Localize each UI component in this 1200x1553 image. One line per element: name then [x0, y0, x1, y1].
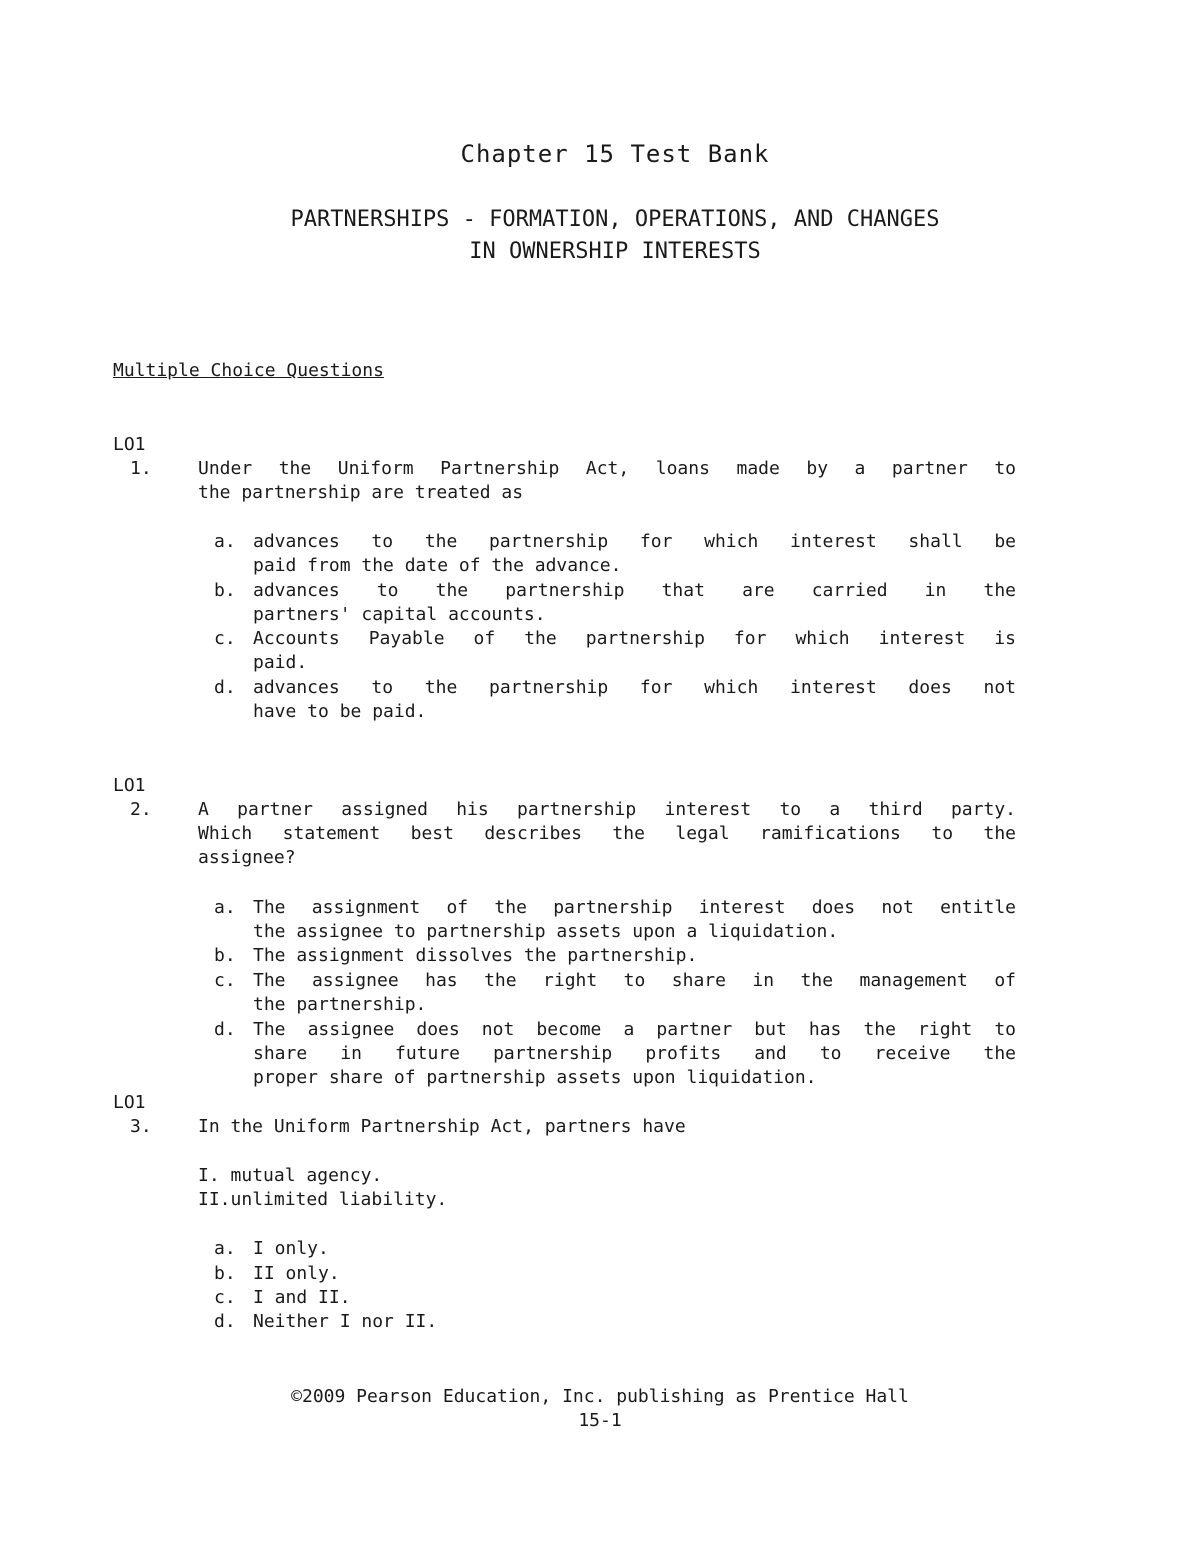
q3-option-a-letter: a.: [214, 1238, 236, 1259]
q2-option-c-line-2: the partnership.: [253, 994, 427, 1015]
q3-roman-item-1: [198, 1164, 382, 1188]
q3-learning-objective: LO1: [113, 1092, 146, 1113]
q1-option-a-line-1: advances to the partnership for which interest shall be: [253, 531, 1016, 552]
q1-option-a-letter: a.: [214, 531, 236, 552]
section-heading: Multiple Choice Questions: [113, 360, 384, 381]
q1-option-c-letter: c.: [214, 628, 236, 649]
q3-option-c-line-1: I and II.: [253, 1287, 351, 1308]
q3-option-b-line-1: II only.: [253, 1263, 340, 1284]
subtitle-line-2: IN OWNERSHIP INTERESTS: [469, 239, 761, 264]
q1-option-d-line-1: advances to the partnership for which interest does not: [253, 677, 1016, 698]
q2-option-b-letter: b.: [214, 945, 236, 966]
q2-number: 2.: [130, 799, 152, 820]
q3-stem-line-1: In the Uniform Partnership Act, partners have: [198, 1116, 686, 1137]
q3-option-d-line-1: Neither I nor II.: [253, 1311, 438, 1332]
q1-option-d-line-2: have to be paid.: [253, 701, 427, 722]
q2-stem-line-2: Which statement best describes the legal ramifications to the: [198, 823, 1016, 844]
q1-option-c-line-2: paid.: [253, 652, 308, 673]
q2-option-c-line-1: The assignee has the right to share in the management of: [253, 970, 1016, 991]
q3-option-c-letter: c.: [214, 1287, 236, 1308]
q2-option-d-line-3: proper share of partnership assets upon liquidation.: [253, 1067, 817, 1088]
q2-option-a-line-1: The assignment of the partnership interest does not entitle: [253, 897, 1016, 918]
q2-option-a-line-2: the assignee to partnership assets upon a liquidation.: [253, 921, 839, 942]
q3-roman-numeral-1: I.: [198, 1165, 220, 1186]
footer-page-number: 15-1: [578, 1410, 622, 1431]
q3-option-d-letter: d.: [214, 1311, 236, 1332]
q3-roman-item-2: [198, 1188, 447, 1212]
q2-option-a-letter: a.: [214, 897, 236, 918]
q3-roman-numeral-2: II.: [198, 1189, 231, 1210]
q2-option-d-line-1: The assignee does not become a partner but has the right to: [253, 1019, 1016, 1040]
q3-roman-text-1: mutual agency.: [230, 1165, 383, 1186]
q1-number: 1.: [130, 458, 152, 479]
q2-option-d-letter: d.: [214, 1019, 236, 1040]
q1-option-b-line-2: partners' capital accounts.: [253, 604, 546, 625]
q2-learning-objective: LO1: [113, 775, 146, 796]
q1-option-d-letter: d.: [214, 677, 236, 698]
subtitle-line-1: PARTNERSHIPS - FORMATION, OPERATIONS, AND CHANGES: [290, 207, 940, 232]
q1-stem-line-1: Under the Uniform Partnership Act, loans made by a partner to: [198, 458, 1016, 479]
q2-option-b-line-1: The assignment dissolves the partnership.: [253, 945, 698, 966]
q3-option-b-letter: b.: [214, 1263, 236, 1284]
q3-option-a-line-1: I only.: [253, 1238, 329, 1259]
chapter-subtitle: [0, 204, 1200, 268]
q1-stem-line-2: the partnership are treated as: [198, 482, 524, 503]
q1-learning-objective: LO1: [113, 434, 146, 455]
q1-option-b-letter: b.: [214, 580, 236, 601]
q1-option-b-line-1: advances to the partnership that are carried in the: [253, 580, 1016, 601]
footer-copyright: ©2009 Pearson Education, Inc. publishing as Prentice Hall: [291, 1386, 909, 1407]
q3-number: 3.: [130, 1116, 152, 1137]
q2-stem-line-1: A partner assigned his partnership interest to a third party.: [198, 799, 1016, 820]
q2-option-c-letter: c.: [214, 970, 236, 991]
q1-option-c-line-1: Accounts Payable of the partnership for which interest is: [253, 628, 1016, 649]
q3-roman-text-2: unlimited liability.: [230, 1189, 448, 1210]
chapter-title: Chapter 15 Test Bank: [460, 140, 770, 168]
q1-option-a-line-2: paid from the date of the advance.: [253, 555, 622, 576]
q2-stem-line-3: assignee?: [198, 847, 296, 868]
q2-option-d-line-2: share in future partnership profits and to receive the: [253, 1043, 1016, 1064]
